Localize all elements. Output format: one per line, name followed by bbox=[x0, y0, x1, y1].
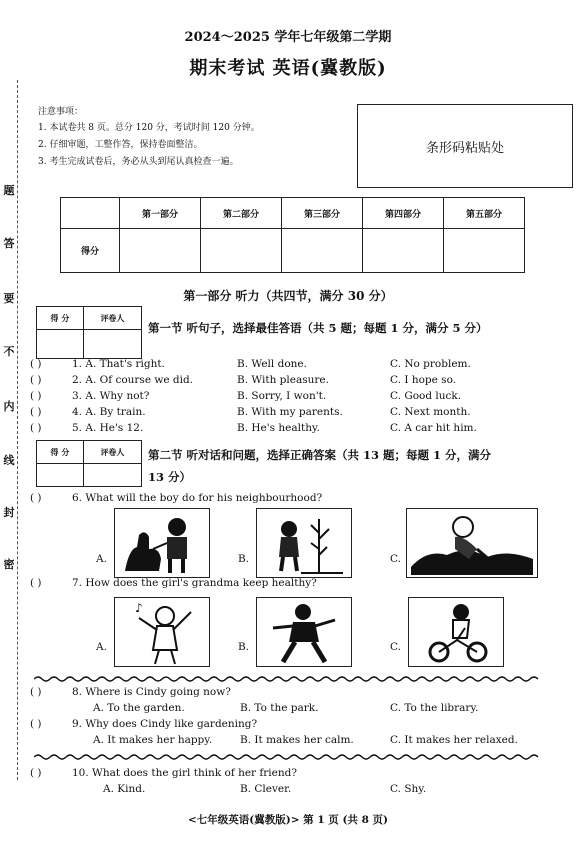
option-c: C. Next month. bbox=[390, 406, 471, 418]
option-c: C. Shy. bbox=[390, 783, 427, 795]
side-char: 题 bbox=[3, 184, 15, 197]
question-text: 7. How does the girl's grandma keep healthy? bbox=[72, 577, 317, 589]
boy-cleaning-park-icon[interactable] bbox=[406, 508, 538, 578]
grader-name-cell[interactable] bbox=[83, 464, 141, 487]
option-a: A. To the garden. bbox=[93, 702, 185, 714]
side-char: 要 bbox=[3, 292, 15, 305]
boy-walking-dog-icon[interactable] bbox=[114, 508, 210, 578]
exam-title: 期末考试 英语(冀教版) bbox=[189, 58, 387, 79]
question-row bbox=[30, 406, 471, 418]
option-a: 4. A. By train. bbox=[72, 406, 146, 418]
pic-label-b: B. bbox=[238, 553, 250, 565]
question-text: 6. What will the boy do for his neighbourhood? bbox=[72, 492, 323, 504]
answer-paren[interactable]: ( ) bbox=[30, 358, 42, 370]
option-c: C. No problem. bbox=[390, 358, 471, 370]
grader-score-cell[interactable] bbox=[37, 464, 84, 487]
question-6 bbox=[30, 492, 323, 504]
option-a: 5. A. He's 12. bbox=[72, 422, 144, 434]
grader-box bbox=[36, 306, 142, 359]
option-c: C. It makes her relaxed. bbox=[390, 734, 518, 746]
part1-title: 第一部分 听力（共四节，满分 30 分） bbox=[183, 289, 393, 303]
score-cell[interactable] bbox=[120, 229, 201, 273]
option-a: 1. A. That's right. bbox=[72, 358, 165, 370]
question-9 bbox=[30, 718, 258, 730]
side-char: 内 bbox=[3, 400, 15, 413]
side-char: 封 bbox=[3, 506, 15, 519]
answer-paren[interactable]: ( ) bbox=[30, 422, 42, 434]
grandma-dancing-icon[interactable] bbox=[114, 597, 210, 667]
grader-score-label: 得 分 bbox=[37, 307, 84, 330]
notice-heading: 注意事项： bbox=[38, 107, 84, 117]
pic-label-a: A. bbox=[96, 553, 107, 565]
option-c: C. Good luck. bbox=[390, 390, 462, 402]
option-c: C. To the library. bbox=[390, 702, 479, 714]
option-a: 2. A. Of course we did. bbox=[72, 374, 194, 386]
option-a: 3. A. Why not? bbox=[72, 390, 150, 402]
option-b: B. Clever. bbox=[240, 783, 292, 795]
grader-name-label: 评卷人 bbox=[83, 441, 141, 464]
exam-year-title: 2024～2025 学年七年级第二学期 bbox=[184, 30, 392, 45]
notice-item: 1. 本试卷共 8 页。总分 120 分，考试时间 120 分钟。 bbox=[38, 123, 260, 133]
score-header: 第五部分 bbox=[444, 198, 525, 229]
answer-paren[interactable]: ( ) bbox=[30, 390, 42, 402]
question-text: 8. Where is Cindy going now? bbox=[72, 686, 231, 698]
answer-paren[interactable]: ( ) bbox=[30, 374, 42, 386]
score-table bbox=[60, 197, 525, 273]
option-b: B. Sorry, I won't. bbox=[237, 390, 327, 402]
question-8 bbox=[30, 686, 231, 698]
option-a: A. It makes her happy. bbox=[93, 734, 213, 746]
wavy-divider bbox=[34, 754, 540, 760]
boy-planting-tree-icon[interactable] bbox=[256, 508, 352, 578]
option-b: B. With pleasure. bbox=[237, 374, 329, 386]
grandma-cycling-icon[interactable] bbox=[408, 597, 504, 667]
score-header: 第三部分 bbox=[282, 198, 363, 229]
question-text: 9. Why does Cindy like gardening? bbox=[72, 718, 258, 730]
option-a: A. Kind. bbox=[103, 783, 146, 795]
option-b: B. He's healthy. bbox=[237, 422, 320, 434]
grandma-taichi-icon[interactable] bbox=[256, 597, 352, 667]
notice-item: 3. 考生完成试卷后，务必从头到尾认真检查一遍。 bbox=[38, 157, 239, 167]
grader-name-cell[interactable] bbox=[83, 330, 141, 359]
svg-text:♪: ♪ bbox=[135, 601, 143, 615]
side-char: 线 bbox=[3, 454, 15, 467]
question-row bbox=[30, 390, 462, 402]
pic-label-b: B. bbox=[238, 641, 250, 653]
score-cell[interactable] bbox=[444, 229, 525, 273]
score-cell[interactable] bbox=[201, 229, 282, 273]
grader-name-label: 评卷人 bbox=[83, 307, 141, 330]
section1-title: 第一节 听句子，选择最佳答语（共 5 题；每题 1 分，满分 5 分） bbox=[148, 321, 488, 335]
option-c: C. A car hit him. bbox=[390, 422, 477, 434]
answer-paren[interactable]: ( ) bbox=[30, 686, 42, 698]
question-10 bbox=[30, 767, 297, 779]
option-c: C. I hope so. bbox=[390, 374, 457, 386]
answer-paren[interactable]: ( ) bbox=[30, 718, 42, 730]
option-b: B. Well done. bbox=[237, 358, 307, 370]
answer-paren[interactable]: ( ) bbox=[30, 577, 42, 589]
answer-paren[interactable]: ( ) bbox=[30, 767, 42, 779]
binding-line bbox=[17, 80, 18, 780]
option-b: B. To the park. bbox=[240, 702, 319, 714]
answer-paren[interactable]: ( ) bbox=[30, 492, 42, 504]
option-b: B. With my parents. bbox=[237, 406, 343, 418]
side-char: 答 bbox=[3, 237, 15, 250]
side-char: 不 bbox=[3, 345, 15, 358]
section2-title-cont: 13 分） bbox=[148, 470, 192, 484]
score-cell[interactable] bbox=[282, 229, 363, 273]
score-header: 第二部分 bbox=[201, 198, 282, 229]
pic-label-a: A. bbox=[96, 641, 107, 653]
question-row bbox=[30, 358, 471, 370]
question-text: 10. What does the girl think of her friend? bbox=[72, 767, 297, 779]
answer-paren[interactable]: ( ) bbox=[30, 406, 42, 418]
grader-box bbox=[36, 440, 142, 487]
barcode-label: 条形码粘贴处 bbox=[425, 140, 504, 156]
wavy-divider bbox=[34, 676, 540, 682]
barcode-area bbox=[357, 104, 573, 188]
score-row-label: 得分 bbox=[61, 229, 120, 273]
notice-item: 2. 仔细审题，工整作答，保持卷面整洁。 bbox=[38, 140, 203, 150]
question-row bbox=[30, 374, 457, 386]
option-b: B. It makes her calm. bbox=[240, 734, 354, 746]
question-7 bbox=[30, 577, 317, 589]
score-header: 第一部分 bbox=[120, 198, 201, 229]
page-footer: <七年级英语(冀教版)> 第 1 页 (共 8 页) bbox=[187, 814, 388, 826]
grader-score-cell[interactable] bbox=[37, 330, 84, 359]
score-header: 第四部分 bbox=[363, 198, 444, 229]
grader-score-label: 得 分 bbox=[37, 441, 84, 464]
pic-label-c: C. bbox=[390, 553, 401, 565]
section2-title: 第二节 听对话和问题，选择正确答案（共 13 题；每题 1 分，满分 bbox=[148, 448, 492, 462]
score-table-corner bbox=[61, 198, 120, 229]
score-cell[interactable] bbox=[363, 229, 444, 273]
question-row bbox=[30, 422, 477, 434]
side-char: 密 bbox=[3, 558, 15, 571]
pic-label-c: C. bbox=[390, 641, 401, 653]
